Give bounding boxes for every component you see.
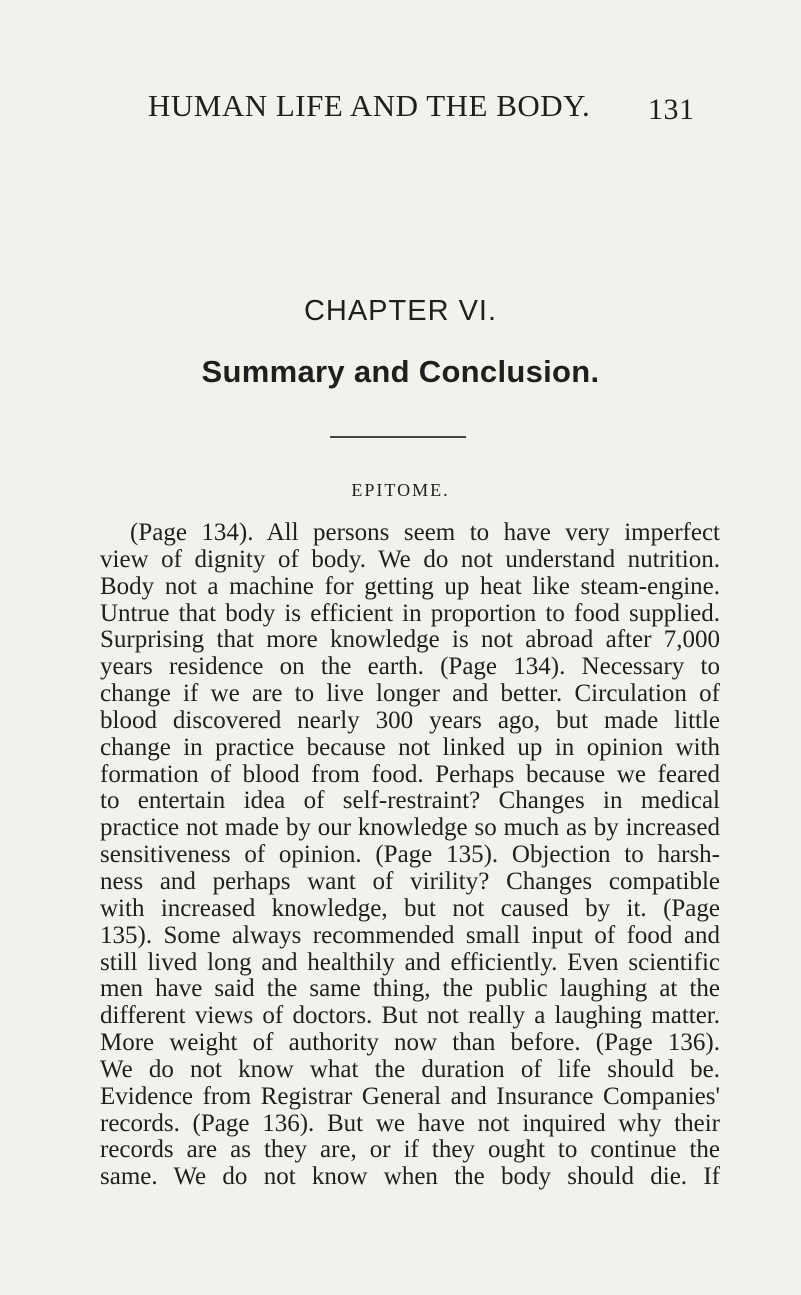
text-line: change in practice because not linked up in opinion with (100, 733, 720, 761)
text-line: men have said the same thing, the public laughing at the (100, 975, 720, 1003)
text-line: change if we are to live longer and better. Circulation of (100, 680, 720, 708)
chapter-heading: CHAPTER VI. (303, 295, 498, 327)
epitome-heading: EPITOME. (351, 480, 450, 500)
running-head-title: HUMAN LIFE AND THE BODY. (148, 88, 591, 123)
text-line: sensitiveness of opinion. (Page 135). Objection to harsh- (100, 841, 720, 869)
text-line: view of dignity of body. We do not understand nutrition. (100, 545, 720, 573)
divider-rule (330, 436, 466, 438)
text-line: records are as they are, or if they ought to continue the (100, 1136, 720, 1164)
text-line: (Page 134). All persons seem to have very imperfect (130, 519, 720, 546)
text-line: Untrue that body is efficient in proportion to food supplied. (100, 599, 720, 627)
text-line: ness and perhaps want of virility? Changes compatible (100, 867, 720, 895)
chapter-title: Summary and Conclusion. (201, 354, 600, 389)
text-line: records. (Page 136). But we have not inquired why their (100, 1109, 720, 1137)
text-line: same. We do not know when the body should die. If (100, 1163, 720, 1191)
text-line: We do not know what the duration of life should be. (100, 1055, 720, 1083)
text-line: practice not made by our knowledge so much as by increased (100, 814, 720, 842)
text-line: blood discovered nearly 300 years ago, but made little (100, 706, 720, 734)
page-number: 131 (648, 93, 695, 126)
text-line: 135). Some always recommended small input of food and (100, 921, 720, 949)
text-line: different views of doctors. But not really a laughing matter. (100, 1002, 720, 1030)
text-line: with increased knowledge, but not caused by it. (Page (100, 894, 720, 922)
text-line: formation of blood from food. Perhaps because we feared (100, 760, 720, 788)
text-line: Evidence from Registrar General and Insurance Companies' (100, 1082, 720, 1110)
epitome-paragraph (100, 520, 720, 1191)
text-line: to entertain idea of self-restraint? Changes in medical (100, 787, 720, 815)
text-line: Surprising that more knowledge is not abroad after 7,000 (100, 626, 720, 654)
text-line: Body not a machine for getting up heat like steam-engine. (100, 572, 720, 600)
text-line: years residence on the earth. (Page 134). Necessary to (100, 653, 720, 681)
text-line: More weight of authority now than before. (Page 136). (100, 1029, 720, 1057)
text-line: still lived long and healthily and efficiently. Even scientific (100, 948, 720, 976)
